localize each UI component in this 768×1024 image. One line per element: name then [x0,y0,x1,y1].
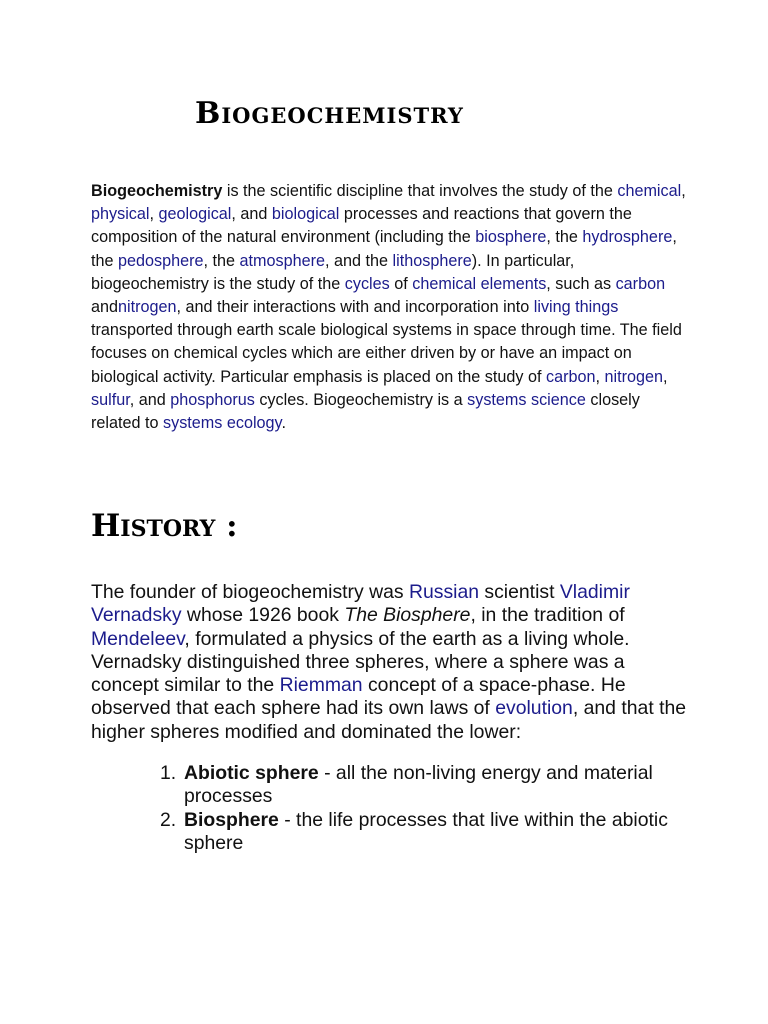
intro-text: , [662,367,668,386]
link-hydrosphere[interactable]: hydrosphere [582,228,673,247]
history-text: The founder of biogeochemistry was [91,581,409,603]
intro-paragraph [91,180,691,435]
link-phosphorus[interactable]: phosphorus [170,390,255,409]
intro-term: Biogeochemistry [91,182,223,200]
link-mendeleev[interactable]: Mendeleev [91,627,185,650]
history-text: concept of a space-phase. He observed that each sphere had its own laws of [91,674,626,720]
link-vladimir-vernadsky[interactable]: Vladimir Vernadsky [91,581,630,627]
link-chemical[interactable]: chemical [617,182,682,200]
intro-text: cycles. Biogeochemistry is a [254,390,468,409]
list-description: - the life processes that live within the abiotic sphere [184,808,668,854]
history-text: , in the tradition of [470,604,625,627]
spheres-list [154,762,674,855]
list-description: - all the non-living energy and material processes [184,762,653,808]
link-geological[interactable]: geological [158,205,232,224]
page-title: Biogeochemistry [195,96,464,131]
link-systems-science[interactable]: systems science [467,390,586,409]
list-item [154,809,674,856]
intro-text: transported through earth scale biological systems in space through time. The field focuses on chemical cycles which are either driven by or have an impact on biological activity. Particular emphasis is placed on the study of [91,321,682,386]
link-cycles[interactable]: cycles [344,274,390,293]
history-text: , formulated a physics of the earth as a living whole. Vernadsky distinguished three spheres, where a sphere was a concept similar to the [91,627,630,697]
list-term: Abiotic sphere [184,762,319,784]
link-evolution[interactable]: evolution [495,697,573,720]
intro-text: ). In particular, biogeochemistry is the study of the [91,251,575,293]
intro-text: , and [129,390,171,409]
link-russian[interactable]: Russian [408,581,480,603]
history-text: scientist [479,581,560,603]
link-lithosphere[interactable]: lithosphere [392,251,472,270]
link-carbon-cycle[interactable]: carbon [545,367,596,386]
intro-text: , [149,205,159,224]
link-riemman[interactable]: Riemman [279,674,363,697]
list-number: 2. [160,808,177,831]
intro-text: , [595,367,605,386]
link-chemical-elements[interactable]: chemical elements [412,274,547,293]
intro-text: , and their interactions with and incorporation into [176,298,534,317]
intro-text: is the scientific discipline that involves the study of the [222,182,618,200]
link-nitrogen[interactable]: nitrogen [118,298,177,317]
book-title: The Biosphere [344,604,471,627]
link-nitrogen-cycle[interactable]: nitrogen [604,367,663,386]
intro-text: , the [91,228,677,270]
list-term: Biosphere [184,808,279,831]
link-biosphere[interactable]: biosphere [475,228,547,247]
link-biological[interactable]: biological [271,205,340,224]
history-paragraph [91,581,691,744]
link-pedosphere[interactable]: pedosphere [118,251,204,270]
link-physical[interactable]: physical [91,205,150,224]
history-heading: History : [91,508,238,544]
list-item [154,762,674,809]
link-systems-ecology[interactable]: systems ecology [163,414,282,433]
intro-text: , and the [325,251,393,270]
intro-text: , and [231,205,272,224]
history-text: , and that the higher spheres modified and dominated the lower: [91,697,687,743]
intro-text: , such as [546,274,616,293]
intro-text: and [91,298,119,317]
intro-text: , the [203,251,240,270]
intro-text: closely related to [91,390,640,433]
link-sulfur[interactable]: sulfur [91,390,130,409]
link-living-things[interactable]: living things [533,298,619,317]
link-atmosphere[interactable]: atmosphere [239,251,326,270]
history-text: whose 1926 book [181,604,345,627]
intro-text: , the [546,228,583,247]
intro-text: , [681,182,686,200]
list-number: 1. [160,762,177,784]
intro-text: of [389,274,413,293]
intro-text: processes and reactions that govern the composition of the natural environment (including the [91,205,632,247]
intro-text: . [281,414,286,433]
link-carbon[interactable]: carbon [615,274,666,293]
